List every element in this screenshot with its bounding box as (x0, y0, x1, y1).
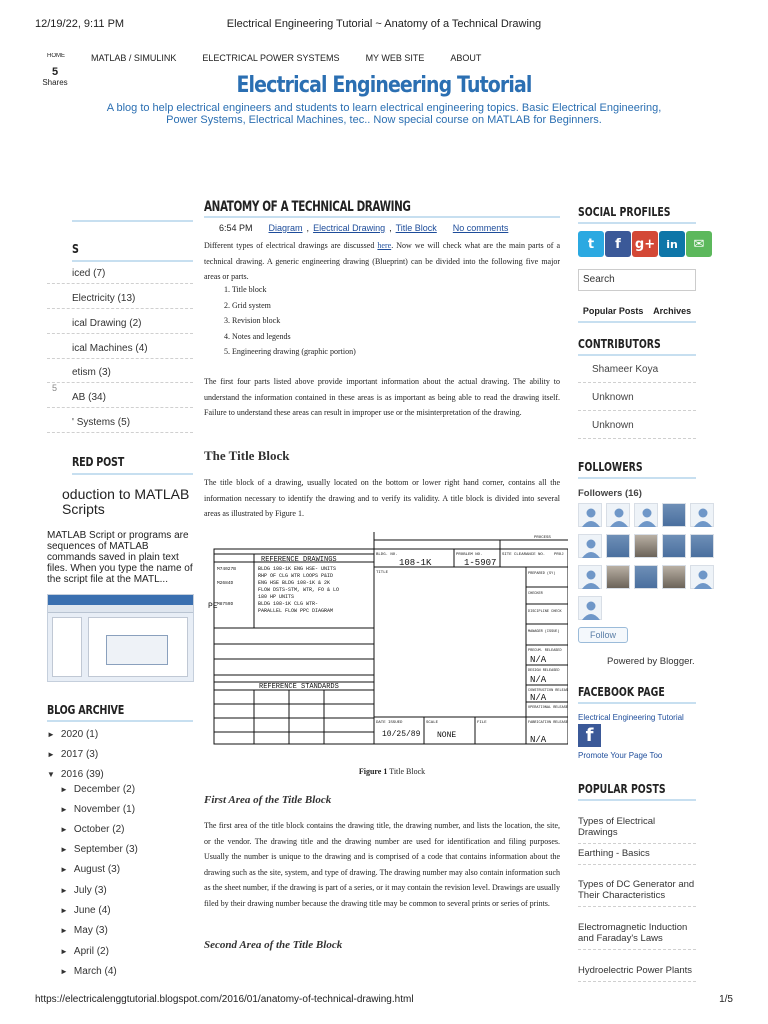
stray-mark: 5 (52, 383, 58, 393)
popular-post-item[interactable]: Electromagnetic Induction and Faraday's Laws (578, 922, 696, 950)
archive-item[interactable] (60, 905, 111, 916)
label-item-text: AB (34) (72, 392, 106, 403)
post-title[interactable]: ANATOMY OF A TECHNICAL DRAWING (204, 199, 411, 215)
thumb-dialog (106, 635, 168, 665)
label-item[interactable] (47, 293, 193, 309)
archive-line (47, 720, 193, 722)
featured-heading: RED POST (72, 455, 125, 469)
archive-toggle-icon[interactable]: ► (60, 805, 68, 814)
archive-item-label: April (2) (73, 946, 109, 957)
problem-no-value: 1-5907 (464, 558, 497, 568)
followers-line (578, 477, 696, 479)
social-icons (578, 231, 712, 257)
label-diagram[interactable]: Diagram (268, 223, 303, 233)
follower-avatar[interactable] (578, 596, 602, 620)
archive-toggle-icon[interactable]: ► (60, 967, 68, 976)
label-item[interactable] (47, 318, 193, 334)
post-intro (204, 238, 560, 285)
archive-item-label: 2017 (3) (60, 749, 99, 760)
tab-archives[interactable]: Archives (653, 306, 692, 316)
facebook-page-heading: FACEBOOK PAGE (578, 685, 665, 699)
archive-item[interactable] (60, 864, 120, 875)
thumb-file-panel (52, 617, 82, 677)
pe-mark: PE (208, 602, 218, 611)
archive-item-label: 2020 (1) (60, 729, 99, 740)
archive-toggle-icon[interactable]: ► (60, 886, 68, 895)
ref-drawing-text: BLDG 108-1K ENG HSE- UNITS (258, 566, 337, 572)
ref-drawing-number: M74027B (217, 567, 236, 572)
post-time[interactable]: 6:54 PM (219, 223, 253, 233)
follower-avatar[interactable] (662, 503, 686, 527)
ref-drawings-header: REFERENCE DRAWINGS (261, 556, 337, 564)
nav-about[interactable]: ABOUT (450, 53, 482, 63)
follower-avatar[interactable] (690, 565, 714, 589)
sidebar-tabs (578, 306, 696, 316)
labels-heading: S (72, 242, 79, 256)
label-item[interactable] (47, 268, 193, 284)
figure-caption (204, 767, 580, 776)
construction-label: CONSTRUCTION RELEASED (528, 689, 568, 693)
figure-caption-number: Figure 1 (358, 767, 388, 776)
label-item-text: ical Drawing (2) (72, 318, 142, 329)
archive-heading: BLOG ARCHIVE (47, 703, 125, 717)
archive-item[interactable] (60, 784, 135, 795)
label-item-text: ' Systems (5) (72, 417, 131, 428)
proj-label: PROJ (554, 553, 564, 557)
labels-heading-line (72, 260, 193, 262)
contributors-line (578, 354, 696, 356)
label-item[interactable] (47, 367, 193, 383)
post-comments-link[interactable]: No comments (452, 223, 509, 233)
na-3: N/A (530, 693, 547, 703)
follower-avatar[interactable] (634, 534, 658, 558)
ref-drawing-number: M2684D (217, 581, 234, 586)
follower-avatar[interactable] (662, 565, 686, 589)
share-label: Shares (42, 78, 68, 87)
checker-label: CHECKER (528, 592, 543, 596)
nav-my-web-site[interactable]: MY WEB SITE (365, 53, 425, 63)
date-issued-value: 10/25/89 (382, 730, 421, 739)
archive-item-label: March (4) (73, 966, 117, 977)
heading-second-area: Second Area of the Title Block (204, 939, 343, 951)
archive-item-label: November (1) (73, 804, 136, 815)
featured-post-title[interactable] (47, 487, 197, 517)
archive-item[interactable] (60, 804, 135, 815)
follower-avatar[interactable] (606, 534, 630, 558)
archive-item[interactable] (60, 966, 117, 977)
list-item: 1. Title block (224, 285, 267, 294)
discipline-label: DISCIPLINE CHECK (528, 610, 562, 614)
archive-item-label: October (2) (73, 824, 125, 835)
na-4: N/A (530, 735, 547, 745)
featured-title-text: oduction to MATLAB Scripts (62, 486, 190, 517)
featured-post-thumbnail[interactable] (47, 594, 194, 682)
list-item: 2. Grid system (224, 300, 271, 310)
list-item: 3. Revision block (224, 316, 281, 325)
date-issued-label: DATE ISSUED (376, 721, 403, 725)
intro-before-link: Different types of electrical drawings are discussed (204, 241, 378, 250)
archive-item[interactable] (60, 885, 107, 896)
popular-post-item[interactable]: Types of DC Generator and Their Characteristics (578, 879, 696, 907)
title-label: TITLE (376, 571, 389, 575)
follower-avatar[interactable] (578, 565, 602, 589)
archive-item[interactable] (60, 946, 109, 957)
process-label: PROCESS (534, 536, 551, 540)
contributor-item[interactable]: Unknown (578, 420, 696, 439)
archive-toggle-icon[interactable]: ► (60, 906, 68, 915)
label-electrical-drawing[interactable]: Electrical Drawing (313, 223, 386, 233)
archive-item-label: December (2) (73, 784, 136, 795)
design-label: DESIGN RELEASED (528, 669, 560, 673)
archive-item[interactable] (47, 749, 98, 760)
archive-item[interactable] (60, 925, 108, 936)
archive-toggle-icon[interactable]: ► (60, 785, 68, 794)
problem-no-label: PROBLEM NO. (456, 553, 483, 557)
manager-label: MANAGER (ISSUE) (528, 630, 560, 634)
featured-line (72, 473, 193, 475)
nav-electrical-power-systems[interactable]: ELECTRICAL POWER SYSTEMS (202, 53, 340, 63)
intro-after-link: . Now we will check what are the main parts of a technical drawing. A generic engineering drawing (Blueprint) can be divided into the following five major areas or parts. (204, 241, 560, 281)
follower-avatar[interactable] (606, 565, 630, 589)
popular-posts-heading: POPULAR POSTS (578, 782, 666, 796)
print-title: Electrical Engineering Tutorial ~ Anatomy of a Technical Drawing (226, 18, 542, 30)
fabrication-label: FABRICATION RELEASED (528, 721, 568, 725)
archive-toggle-icon[interactable]: ► (60, 845, 68, 854)
post-paragraph-3: The title block of a drawing, usually located on the bottom or lower right hand corner, contains all the information necessary to identify the drawing and to verify its validity. A title block is divided into several areas as illustrated by Figure 1. (204, 478, 560, 518)
post-paragraph-2: The first four parts listed above provide important information about the actual drawing. The ability to understand the information contained in these areas is as important as being able to read the drawing itself. Failure to understand these areas can result in improper use or the misinterpretation of the drawing. (204, 377, 560, 417)
precum-label: PRECUM. RELEASED (528, 649, 562, 653)
archive-item[interactable] (60, 844, 138, 855)
twitter-icon[interactable]: t (578, 231, 604, 257)
ref-rows (217, 566, 339, 614)
archive-toggle-icon[interactable]: ► (60, 947, 68, 956)
ref-drawing-text: 180 HP UNITS (258, 594, 295, 600)
list-item: 5. Engineering drawing (graphic portion) (224, 347, 356, 356)
googleplus-icon[interactable]: g+ (632, 231, 658, 257)
print-url: https://electricalenggtutorial.blogspot.com/2016/01/anatomy-of-technical-drawing.html (35, 994, 414, 1005)
tab-popular-posts[interactable]: Popular Posts (582, 306, 644, 316)
parts-list (224, 285, 356, 363)
social-line (578, 222, 696, 224)
blog-description: A blog to help electrical engineers and students to learn electrical engineering topics. Basic Electrical Engineering, Power Systems, Electrical Machines, tec.. Now special course on MATLAB for Beginners. (106, 102, 662, 126)
na-1: N/A (530, 655, 547, 665)
email-icon[interactable]: ✉ (686, 231, 712, 257)
label-item-text: etism (3) (72, 367, 111, 378)
ref-drawing-number: M8759D (217, 602, 234, 607)
print-datetime: 12/19/22, 9:11 PM (35, 18, 125, 30)
ref-drawing-text: FLOW DSTS-STM, WTR, FO & LO (258, 587, 340, 593)
follower-avatar[interactable] (690, 534, 714, 558)
ref-drawing-text: ENG HSE BLDG 108-1K & 2K (258, 580, 331, 586)
na-2: N/A (530, 675, 547, 685)
follower-avatar[interactable] (662, 534, 686, 558)
label-title-block[interactable]: Title Block (395, 223, 437, 233)
ref-drawing-text: PARALLEL FLOW PPC DIAGRAM (258, 608, 334, 614)
figure-caption-text: Title Block (387, 767, 426, 776)
archive-toggle-icon[interactable]: ► (47, 750, 55, 759)
archive-toggle-icon[interactable]: ► (60, 865, 68, 874)
follower-avatar[interactable] (634, 503, 658, 527)
list-item: 4. Notes and legends (224, 331, 291, 341)
ref-standards: REFERENCE STANDARDS (259, 683, 339, 691)
search-input[interactable]: Search (578, 269, 696, 291)
follower-avatar[interactable] (578, 534, 602, 558)
facebook-logo-icon[interactable]: f (578, 724, 601, 747)
label-item[interactable] (47, 417, 193, 433)
nav-matlab-simulink[interactable]: MATLAB / SIMULINK (91, 53, 177, 63)
nav-home[interactable]: HOME (47, 53, 65, 57)
contributors-heading: CONTRIBUTORS (578, 337, 661, 351)
archive-item[interactable] (60, 824, 125, 835)
facebook-line (578, 702, 696, 704)
archive-item[interactable] (47, 729, 98, 740)
title-block-drawing (204, 532, 568, 747)
follower-avatar[interactable] (578, 503, 602, 527)
popular-post-item[interactable]: Earthing - Basics (578, 848, 696, 865)
heading-first-area: First Area of the Title Block (204, 794, 332, 806)
facebook-icon[interactable]: f (605, 231, 631, 257)
tabs-line (578, 321, 696, 323)
heading-title-block: The Title Block (204, 448, 290, 463)
scale-value: NONE (437, 731, 457, 740)
archive-item[interactable] (47, 769, 104, 780)
archive-item-label: September (3) (73, 844, 138, 855)
site-clearance-label: SITE CLEARANCE NO. (502, 553, 546, 557)
label-item[interactable] (47, 392, 193, 408)
post-meta: 6:54 PM Diagram , Electrical Drawing , Title Block No comments (219, 223, 509, 233)
thumb-toolbar (48, 605, 193, 613)
prepared-label: PREPARED (SY) (528, 572, 556, 576)
archive-item-label: May (3) (73, 925, 108, 936)
share-count: 5 (51, 66, 59, 78)
title-block-figure (204, 532, 568, 747)
follow-button[interactable]: Follow (578, 627, 628, 643)
follower-avatar[interactable] (634, 565, 658, 589)
contributor-item[interactable]: Unknown (578, 392, 696, 411)
popular-post-item[interactable]: Hydroelectric Power Plants (578, 965, 696, 982)
thumb-titlebar (48, 595, 193, 605)
social-profiles-heading: SOCIAL PROFILES (578, 205, 671, 219)
labels-divider (72, 220, 193, 222)
operational-label: OPERATIONAL RELEASED (528, 706, 568, 710)
print-page-number: 1/5 (719, 994, 733, 1005)
archive-toggle-icon[interactable]: ▼ (47, 770, 55, 779)
facebook-promote-link[interactable]: Promote Your Page Too (578, 751, 663, 760)
post-title-line (204, 216, 560, 218)
label-item-text: Electricity (13) (72, 293, 136, 304)
followers-heading: FOLLOWERS (578, 460, 643, 474)
bldg-no-value: 108-1K (399, 558, 432, 568)
linkedin-icon[interactable]: in (659, 231, 685, 257)
archive-item-label: July (3) (73, 885, 107, 896)
archive-item-label: June (4) (73, 905, 111, 916)
popular-post-item[interactable]: Types of Electrical Drawings (578, 816, 696, 844)
powered-by[interactable]: Powered by Blogger. (607, 656, 695, 667)
label-item-text: ical Machines (4) (72, 343, 148, 354)
contributor-item[interactable]: Shameer Koya (578, 364, 696, 383)
label-item-text: iced (7) (72, 268, 106, 279)
archive-item-label: August (3) (73, 864, 121, 875)
archive-toggle-icon[interactable]: ► (60, 825, 68, 834)
scale-label: SCALE (426, 721, 439, 725)
facebook-page-link[interactable]: Electrical Engineering Tutorial (578, 713, 684, 722)
file-label: FILE (477, 721, 487, 725)
followers-count: Followers (16) (578, 488, 642, 499)
follower-avatar[interactable] (690, 503, 714, 527)
follower-avatar[interactable] (606, 503, 630, 527)
top-nav (47, 53, 481, 63)
archive-item-label: 2016 (39) (60, 769, 104, 780)
bldg-no-label: BLDG. NO. (376, 553, 398, 557)
featured-post-snippet: MATLAB Script or programs are sequences of MATLAB commands saved in plain text files. When you type the name of the script file at the MATL... (47, 530, 193, 585)
archive-toggle-icon[interactable]: ► (60, 926, 68, 935)
post-paragraph-4: The first area of the title block contains the drawing title, the drawing number, and lists the location, the site, or the vendor. The drawing title and the drawing number are used for identification and filing purposes. Usually the number is unique to the drawing and is comprised of a code that contains information about the drawing such as the site, system, and type of drawing. The drawing number may also contain information such as the sheet number, if the drawing is part of a series, or it may contain the revision level. Drawings are usually filed by their drawing number because the drawing title may be common to several prints or series of prints. (204, 821, 560, 908)
popular-posts-line (578, 799, 696, 801)
intro-link-here[interactable]: here (377, 241, 392, 250)
ref-drawing-text: BLDG 108-1K CLG WTR- (258, 601, 319, 607)
archive-toggle-icon[interactable]: ► (47, 730, 55, 739)
label-item[interactable] (47, 343, 193, 359)
blog-title[interactable]: Electrical Engineering Tutorial (236, 73, 532, 98)
ref-drawing-text: RHP OF CLG WTR LOOPS P&ID (258, 573, 334, 579)
